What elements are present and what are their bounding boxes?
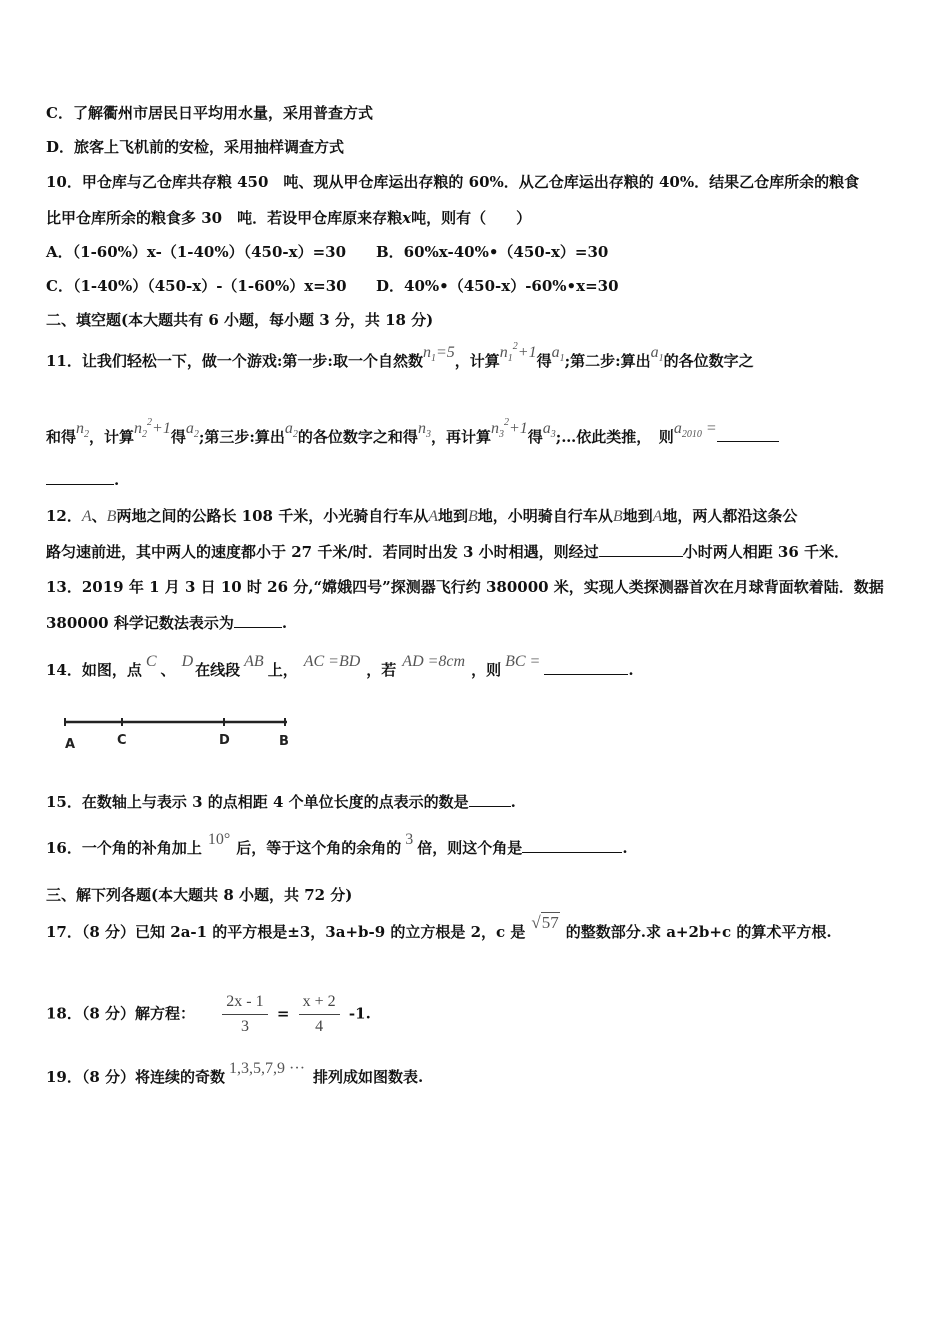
point-b: B (106, 508, 117, 525)
q11-line2 (46, 417, 779, 454)
q11-text: ，计算 (89, 428, 135, 446)
math-ad-8cm: AD =8cm (402, 653, 466, 670)
label-a: A (65, 737, 76, 752)
q14-end: . (628, 661, 634, 679)
math-c: C (145, 653, 157, 670)
label-d: D (219, 733, 230, 748)
q10-line1: 10．甲仓库与乙仓库共存粮 450 吨、现从甲仓库运出存粮的 60%．从乙仓库运出存粮的 40%．结果乙仓库所余的粮食 (46, 173, 860, 191)
q12-text: 地到 (622, 507, 653, 525)
math-a2: $a_2$ (185, 420, 199, 440)
math-ac-bd: AC =BD (303, 653, 361, 670)
q10-option-b: B．60%x-40%•（450-x）=30 (376, 243, 609, 261)
math-n2: $n_2$ (76, 420, 90, 440)
q13-line2 (46, 613, 287, 633)
math-a3: $a_3$ (542, 420, 556, 440)
fraction-2: $\frac{x + 2}{4}$ (299, 992, 340, 1037)
math-3: 3 (405, 831, 414, 848)
q11-text: ，再计算 (430, 428, 491, 446)
q15-end: . (510, 793, 516, 811)
q19-text: 排列成如图数表. (313, 1068, 424, 1086)
answer-blank[interactable] (522, 838, 622, 853)
answer-blank[interactable] (599, 542, 683, 557)
q11-line3 (46, 470, 119, 490)
q18-line (46, 992, 371, 1037)
q12-text: 地，小明骑自行车从 (477, 507, 613, 525)
section-3-heading: 三、解下列各题(本大题共 8 小题，共 72 分) (46, 886, 353, 904)
q11-text: 的各位数字之 (663, 352, 754, 370)
q14-text: ，则 (471, 661, 502, 679)
q10-text-b: 吨，则有（ ） (411, 209, 532, 227)
q12-line1 (46, 506, 797, 527)
q10-option-d: D．40%•（450-x）-60%•x=30 (376, 277, 619, 295)
q16-text: 倍，则这个角是 (417, 839, 523, 857)
segment-figure (55, 712, 305, 754)
q12-text: 路匀速前进，其中两人的速度都小于 27 千米/时．若同时出发 3 小时相遇，则经过 (46, 543, 599, 561)
math-10-degrees: 10° (207, 831, 231, 848)
q15-line (46, 792, 516, 812)
q15-text: 15．在数轴上与表示 3 的点相距 4 个单位长度的点表示的数是 (46, 793, 469, 811)
math-n1: $n_1=5$ (422, 344, 455, 364)
q11-line1 (46, 341, 754, 378)
q12-line2 (46, 542, 849, 562)
label-c: C (117, 733, 127, 748)
answer-blank[interactable] (544, 660, 628, 675)
answer-blank[interactable] (234, 613, 282, 628)
math-a2: $a_2$ (284, 420, 298, 440)
q10-option-c: C．（1-40%）（450-x）-（1-60%）x=30 (46, 277, 347, 295)
q11-text: ;第二步:算出 (564, 352, 651, 370)
q11-text: 得 (527, 428, 543, 446)
q16-end: . (622, 839, 628, 857)
point-a: A (81, 508, 92, 525)
q11-text: 得 (170, 428, 186, 446)
q16-line (46, 831, 628, 859)
q14-text: 、 (160, 661, 176, 679)
q12-text: 地到 (438, 507, 469, 525)
q13-end: . (281, 614, 288, 632)
q10-var-x: x (402, 209, 412, 227)
answer-blank[interactable] (717, 427, 779, 442)
q16-text: 后，等于这个角的余角的 (236, 839, 402, 857)
q10-text-a: 比甲仓库所余的粮食多 30 吨．若设甲仓库原来存粮 (46, 209, 403, 227)
math-n3-squared: $n_3^2+1$ (490, 417, 528, 440)
math-n2-squared: $n_2^2+1$ (134, 417, 171, 440)
math-a2010: $a_{2010}$ = (673, 420, 717, 440)
math-a1: $a_1$ (650, 344, 664, 364)
math-a1: $a_1$ (551, 344, 565, 364)
q11-text: ;…依此类推， 则 (555, 428, 674, 446)
q11-text: 的各位数字之和得 (297, 428, 418, 446)
q18-text: 18．（8 分）解方程： (46, 1004, 196, 1023)
point-a: A (652, 508, 663, 525)
fraction-1: $\frac{2x - 1}{3}$ (222, 992, 267, 1037)
q14-line (46, 653, 634, 681)
math-n3: $n_3$ (417, 420, 431, 440)
point-b: B (612, 508, 623, 525)
q11-end: . (114, 471, 120, 489)
label-b: B (279, 734, 289, 749)
q12-text: 小时两人相距 36 千米． (682, 543, 850, 561)
q11-text: ，计算 (454, 352, 500, 370)
q19-line (46, 1060, 424, 1088)
q12-text: 两地之间的公路长 108 千米，小光骑自行车从 (116, 507, 429, 525)
math-ab: AB (244, 653, 264, 670)
answer-blank[interactable] (46, 470, 114, 485)
q14-text: 上， (267, 661, 298, 679)
q12-text: 地，两人都沿这条公 (662, 507, 798, 525)
q14-text: 在线段 (195, 661, 241, 679)
q17-line (46, 913, 832, 942)
q13-line1: 13．2019 年 1 月 3 日 10 时 26 分,“嫦娥四号”探测器飞行约 380000 米，实现人类探测器首次在月球背面软着陆．数据 (46, 578, 884, 596)
q13-text: 380000 科学记数法表示为 (46, 614, 234, 632)
q11-text: 和得 (46, 428, 77, 446)
option-d: D．旅客上飞机前的安检，采用抽样调查方式 (46, 138, 345, 156)
answer-blank[interactable] (469, 792, 511, 807)
q10-option-a: A．（1-60%）x-（1-40%）（450-x）=30 (46, 243, 347, 261)
math-sqrt-57: √57 (531, 913, 559, 932)
q18-end: -1. (348, 1004, 371, 1023)
math-bc: BC = (505, 653, 541, 670)
q11-text: 得 (536, 352, 552, 370)
q16-text: 16．一个角的补角加上 (46, 839, 202, 857)
q10-line2 (46, 208, 531, 228)
point-b: B (468, 508, 478, 525)
q19-text: 19．（8 分）将连续的奇数 (46, 1068, 226, 1086)
q11-text: 11．让我们轻松一下，做一个游戏:第一步:取一个自然数 (46, 352, 423, 370)
q12-text: 12． (46, 507, 82, 525)
math-n1-squared: $n_1^2+1$ (499, 341, 537, 364)
q12-text: 、 (91, 507, 107, 525)
q14-text: ，若 (366, 661, 397, 679)
point-a: A (428, 508, 438, 525)
q14-text: 14．如图，点 (46, 661, 142, 679)
q17-text: 17．（8 分）已知 2a-1 的平方根是±3，3a+b-9 的立方根是 2，c 是 (46, 923, 526, 941)
math-odd-numbers: 1,3,5,7,9 ··· (229, 1060, 306, 1077)
q18-equals: = (276, 1004, 290, 1023)
option-c: C．了解衢州市居民日平均用水量，采用普查方式 (46, 104, 373, 122)
section-2-heading: 二、填空题(本大题共有 6 小题，每小题 3 分，共 18 分) (46, 311, 434, 329)
math-d: D (181, 653, 194, 670)
q17-text: 的整数部分.求 a+2b+c 的算术平方根. (565, 923, 832, 941)
q11-text: ;第三步:算出 (198, 428, 285, 446)
